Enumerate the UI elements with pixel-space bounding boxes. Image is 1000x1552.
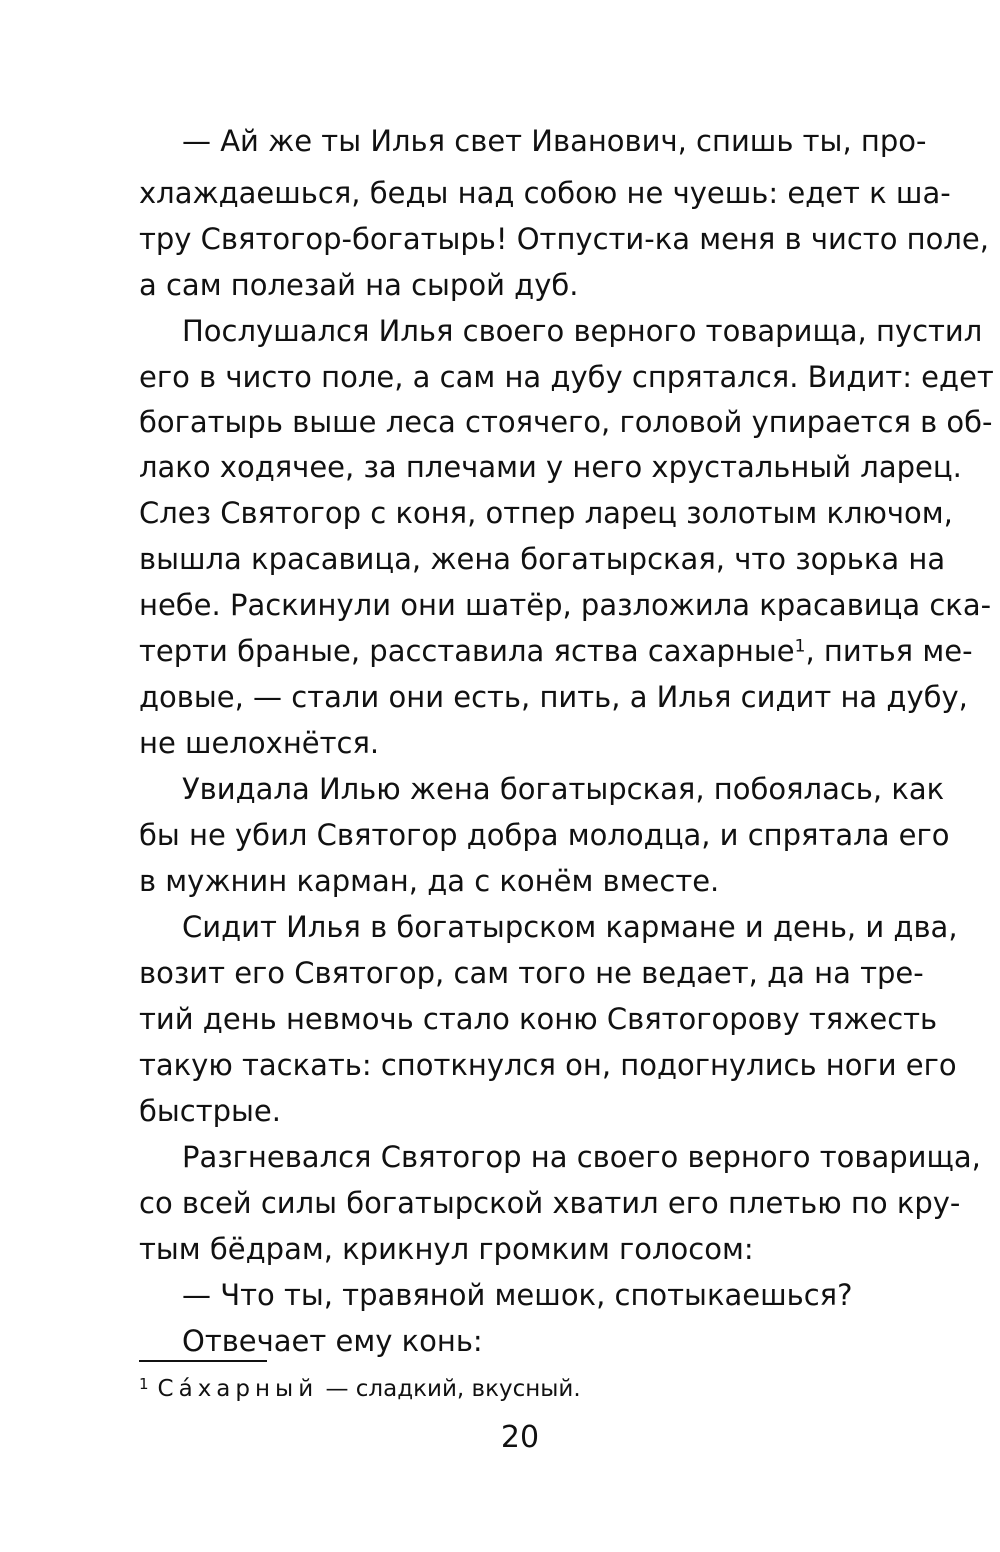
- text-line: вышла красавица, жена богатырская, что зорька на: [139, 542, 946, 576]
- text-line: со всей силы богатырской хватил его плетью по кру-: [139, 1186, 961, 1220]
- text-line: в мужнин карман, да с конём вместе.: [139, 864, 720, 898]
- page-number: 20: [500, 1420, 540, 1455]
- text-line: хлаждаешься, беды над собою не чуешь: едет к ша-: [139, 176, 951, 210]
- text-line: Увидала Илью жена богатырская, побоялась, как: [182, 772, 945, 806]
- text-line: тым бёдрам, крикнул громким голосом:: [139, 1232, 754, 1266]
- text-line: а сам полезай на сырой дуб.: [139, 268, 579, 302]
- footnote-definition: — сладкий, вкусный.: [318, 1376, 581, 1402]
- text-line: небе. Раскинули они шатёр, разложила красавица ска-: [139, 588, 992, 622]
- text-line: возит его Святогор, сам того не ведает, да на тре-: [139, 956, 924, 990]
- footnote: [139, 1369, 839, 1409]
- footnote-term: Са́харный: [157, 1376, 319, 1402]
- text-line: Отвечает ему конь:: [182, 1324, 483, 1358]
- text-line: его в чисто поле, а сам на дубу спрятался. Видит: едет: [139, 360, 994, 394]
- text-line: не шелохнётся.: [139, 726, 380, 760]
- text-line-with-footnote: [139, 628, 973, 674]
- text-line: Слез Святогор с коня, отпер ларец золотым ключом,: [139, 496, 953, 530]
- text-segment: , питья ме-: [805, 634, 973, 668]
- text-line: Сидит Илья в богатырском кармане и день, и два,: [182, 910, 958, 944]
- text-line: богатырь выше леса стоячего, головой упирается в об-: [139, 405, 993, 439]
- text-line: бы не убил Святогор добра молодца, и спрятала его: [139, 818, 950, 852]
- text-line: — Ай же ты Илья свет Иванович, спишь ты, про-: [182, 124, 927, 158]
- text-line: тру Святогор-богатырь! Отпусти-ка меня в чисто поле,: [139, 222, 989, 256]
- text-line: — Что ты, травяной мешок, спотыкаешься?: [182, 1278, 853, 1312]
- text-line: быстрые.: [139, 1094, 281, 1128]
- text-line: Послушался Илья своего верного товарища, пустил: [182, 314, 983, 348]
- text-segment: терти браные, расставила яства сахарные$^1$: [139, 634, 806, 668]
- text-line: лако ходячее, за плечами у него хрустальный ларец.: [139, 450, 962, 484]
- text-line: Разгневался Святогор на своего верного товарища,: [182, 1140, 981, 1174]
- text-line: такую таскать: споткнулся он, подогнулись ноги его: [139, 1048, 957, 1082]
- text-line: довые, — стали они есть, пить, а Илья сидит на дубу,: [139, 680, 968, 714]
- footnote-reference: 1: [794, 636, 806, 657]
- footnote-marker: 1: [139, 1374, 149, 1393]
- text-line: тий день невмочь стало коню Святогорову тяжесть: [139, 1002, 938, 1036]
- footnote-divider: [139, 1360, 267, 1362]
